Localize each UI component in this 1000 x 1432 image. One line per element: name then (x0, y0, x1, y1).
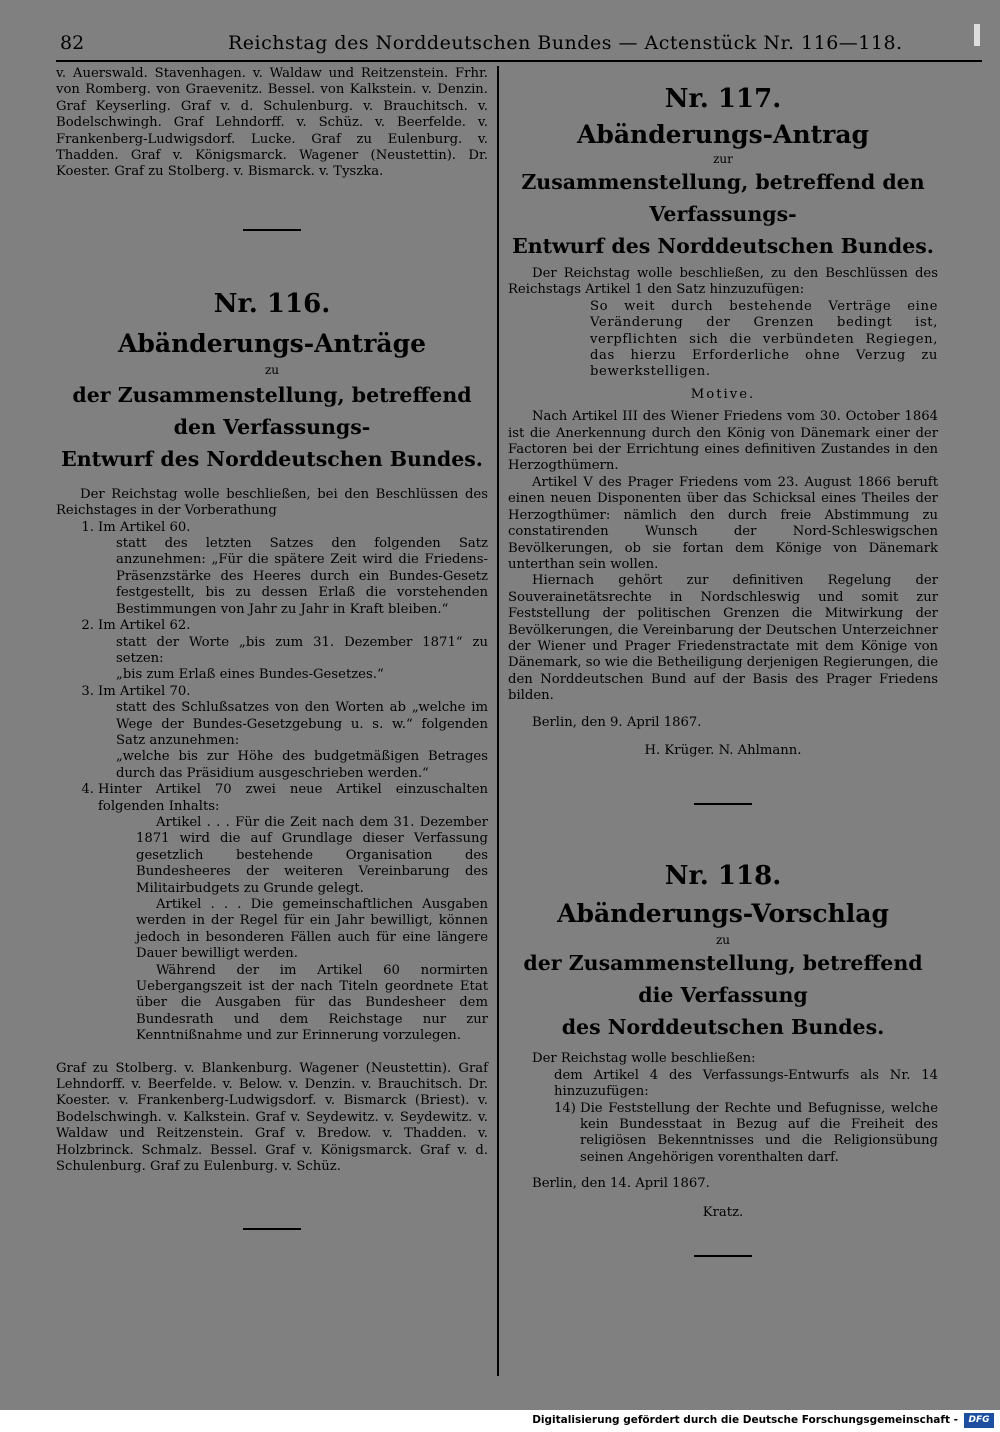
list-item (56, 520, 488, 536)
article-text: Während der im Artikel 60 normirten Uebergangszeit ist der nach Titeln geordnete Etat über die Ausgaben für das Bundesheer dem Bundesrath und dem Reichstage nur zur Kenntnißnahme und zur Erinnerung vorzulegen. (136, 962, 488, 1044)
document-title-117: Abänderungs-Antrag (576, 120, 870, 149)
edge-mark (974, 24, 980, 46)
item-text: Die Feststellung der Rechte und Befugnisse, welche kein Bundesstaat in Bezug auf die Freiheit des religiösen Bekenntnisses und die Religionsübung seinen Angehörigen vorenthalten darf. (580, 1100, 938, 1165)
item-text: statt des letzten Satzes den folgenden Satz anzunehmen: „Für die spätere Zeit wird die Friedens-Präsenzstärke des Heeres durch ein Bundes-Gesetz festgestellt, bis zu dessen Erlaß die vorstehenden Bestimmungen von Jahr zu Jahr in Kraft bleiben.“ (116, 536, 488, 617)
connector-zur: zur (713, 152, 733, 166)
running-title: Reichstag des Norddeutschen Bundes — Actenstück Nr. 116—118. (228, 32, 903, 54)
date-line: Berlin, den 9. April 1867. (532, 714, 702, 730)
signature-line: H. Krüger. N. Ahlmann. (644, 742, 802, 758)
signatories-bottom: Graf zu Stolberg. v. Blankenburg. Wagener (Neustettin). Graf Lehndorff. v. Beerfelde. v. Below. v. Denzin. v. Brauchitsch. Dr. Koester. v. Frankenberg-Ludwigsdorf. v. Bismarck (Briest). v. Bodelschwingh. v. Kalkstein. Graf v. Seydewitz. v. Seydewitz. v. Waldaw und Reitzenstein. Graf v. Bredow. v. Thadden. v. Holzbrinck. Schmalz. Bessel. Graf v. Königsmarck. Graf v. d. Schulenburg. Graf zu Eulenburg. v. Schüz. (56, 1060, 488, 1175)
digitization-footer (0, 1410, 1000, 1432)
list-item (56, 782, 488, 815)
subtitle-line-1: der Zusammenstellung, betreffend die Verfassung (523, 951, 923, 1008)
intro-paragraph: Der Reichstag wolle beschließen, bei den Beschlüssen des Reichstages in der Vorberathung (56, 486, 488, 519)
connector-zu: zu (715, 933, 731, 948)
page-number: 82 (60, 32, 85, 54)
page-header (56, 30, 980, 58)
signature-line: Kratz. (702, 1204, 744, 1220)
article-text: Artikel . . . Für die Zeit nach dem 31. Dezember 1871 wird die auf Grundlage dieser Verfassung gesetzlich bestehende Organisation des Bundesheeres der weiteren Vereinbarung des Militairbudgets zu Grunde gelegt. (136, 814, 488, 896)
list-item (508, 1101, 938, 1167)
separator-rule (243, 1228, 301, 1230)
item-number: 2. (81, 618, 94, 634)
proposal-text: dem Artikel 4 des Verfassungs-Entwurfs als Nr. 14 hinzuzufügen: (554, 1067, 938, 1100)
item-heading: Im Artikel 70. (98, 683, 191, 699)
subtitle-line-2: Entwurf des Norddeutschen Bundes. (61, 446, 483, 471)
column-divider (497, 66, 499, 1376)
connector-zu: zu (264, 362, 280, 377)
quote-paragraph: So weit durch bestehende Verträge eine Veränderung der Grenzen bedingt ist, verpflichten sich die verbündeten Regiegen, das hierzu Erforderliche ohne Verzug zu bewerkstelligen. (590, 298, 938, 380)
item-quote: „bis zum Erlaß eines Bundes-Gesetzes.“ (116, 667, 384, 683)
intro-paragraph: Der Reichstag wolle beschließen: (532, 1051, 756, 1067)
item-text: statt der Worte „bis zum 31. Dezember 1871“ zu setzen: (116, 634, 488, 666)
item-number: 1. (81, 519, 94, 535)
list-item (56, 618, 488, 634)
dfg-logo: DFG (964, 1413, 994, 1428)
signatories-top: v. Auerswald. Stavenhagen. v. Waldaw und Reitzenstein. Frhr. von Romberg. von Graevenitz. Bessel. von Kalkstein. v. Denzin. Graf Keyserling. Graf v. d. Schulenburg. v. Brauchitsch. v. Bodelschwingh. Graf Lehndorff. v. Schüz. v. Beerfelde. v. Frankenberg-Ludwigsdorf. Lucke. Graf zu Eulenburg. v. Thadden. Graf v. Königsmarck. Wagener (Neustettin). Dr. Koester. Graf zu Stolberg. v. Bismarck. v. Tyszka. (56, 66, 488, 180)
motive-paragraph: Hiernach gehört zur definitiven Regelung der Souverainetätsrechte in Nordschleswig und somit zur Feststellung der politischen Grenzen die Mitwirkung der Bevölkerungen, die Vereinbarung der Deutschen Unterzeichner der Wiener und Prager Friedenstractate mit dem Könige von Dänemark, so wie die Betheiligung derjenigen Regierungen, die den Norddeutschen Bund auf der Basis des Prager Friedens bilden. (508, 573, 938, 704)
item-number: 14) (554, 1100, 576, 1116)
list-item (56, 684, 488, 700)
document-number-118: Nr. 118. (664, 861, 782, 892)
document-number-117: Nr. 117. (664, 84, 782, 114)
document-number-116: Nr. 116. (213, 288, 331, 319)
item-heading: Im Artikel 60. (98, 519, 191, 535)
motive-paragraph: Nach Artikel III des Wiener Friedens vom 30. October 1864 ist die Anerkennung durch den König von Dänemark einer der Factoren bei der Errichtung eines definitiven Zustandes in den Herzogthümern. (508, 409, 938, 474)
motive-paragraph: Artikel V des Prager Friedens vom 23. August 1866 beruft einen neuen Disponenten über das Schicksal eines Theiles der Herzogthümer: nämlich den durch freie Abstimmung zu constatirenden Wunsch der Nord-Schleswigschen Bevölkerungen, ob sie fortan dem Könige von Dänemark unterthan sein wollen. (508, 474, 938, 572)
subtitle-line-2: des Norddeutschen Bundes. (561, 1015, 885, 1040)
item-text: statt des Schlußsatzes von den Worten ab „welche im Wege der Bundes-Gesetzgebung u. s. w.“ folgenden Satz anzunehmen: (116, 700, 488, 748)
document-title-118: Abänderungs-Vorschlag (557, 899, 889, 929)
item-quote: „welche bis zur Höhe des budgetmäßigen Betrages durch das Präsidium ausgeschrieben werden.“ (116, 749, 488, 781)
separator-rule (694, 1255, 752, 1257)
item-heading: Im Artikel 62. (98, 618, 191, 634)
subtitle-line-1: Zusammenstellung, betreffend den Verfassungs- (521, 170, 925, 226)
subtitle-line-2: Entwurf des Norddeutschen Bundes. (512, 234, 934, 258)
item-text: Hinter Artikel 70 zwei neue Artikel einzuschalten folgenden Inhalts: (98, 782, 488, 814)
motive-heading: Motive. (690, 386, 756, 402)
subtitle-line-1: der Zusammenstellung, betreffend den Verfassungs- (72, 382, 472, 439)
left-column (56, 66, 488, 1230)
header-rule (56, 60, 982, 62)
intro-paragraph: Der Reichstag wolle beschließen, zu den Beschlüssen des Reichstags Artikel 1 den Satz hinzuzufügen: (508, 266, 938, 298)
document-title-116: Abänderungs-Anträge (118, 328, 426, 358)
date-line: Berlin, den 14. April 1867. (532, 1176, 710, 1192)
right-column (508, 66, 938, 1257)
footer-credit: Digitalisierung gefördert durch die Deutsche Forschungsgemeinschaft - (532, 1414, 958, 1426)
item-number: 4. (81, 782, 94, 798)
item-number: 3. (81, 683, 94, 699)
article-text: Artikel . . . Die gemeinschaftlichen Ausgaben werden in der Regel für ein Jahr bewilligt, können jedoch in besonderen Fällen auch für eine längere Dauer bewilligt werden. (136, 897, 488, 962)
